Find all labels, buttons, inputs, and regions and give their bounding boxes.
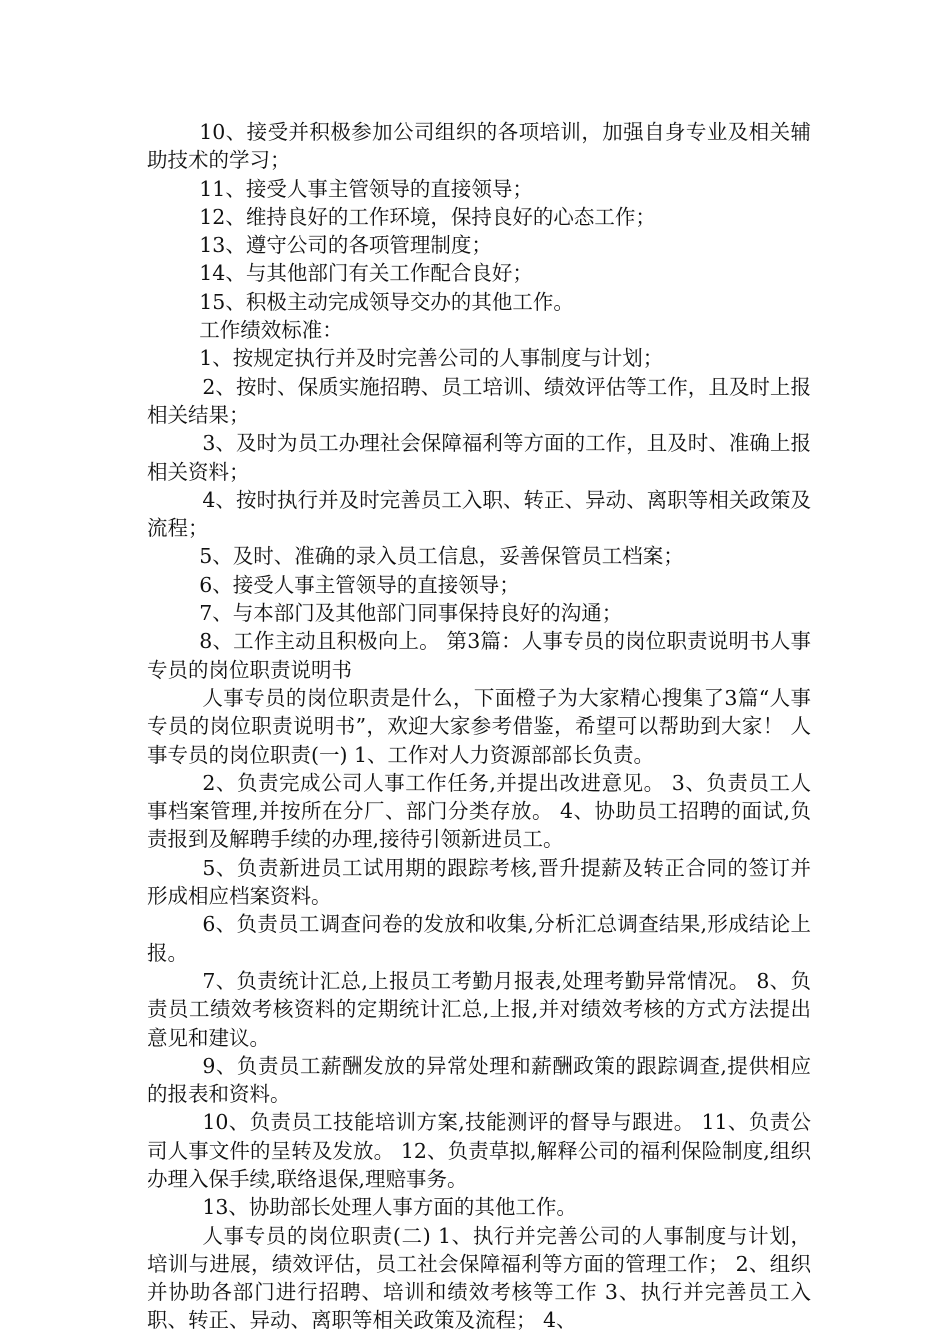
duty-item-13: 13、遵守公司的各项管理制度； bbox=[199, 233, 492, 258]
document-page bbox=[147, 118, 811, 1335]
performance-standards-heading: 工作绩效标准： bbox=[199, 318, 343, 343]
standard-item-5: 5、及时、准确的录入员工信息，妥善保管员工档案； bbox=[199, 544, 684, 569]
standard-item-8: 8、工作主动且积极向上。 第3篇：人事专员的岗位职责说明书人事专员的岗位职责说明书 bbox=[147, 629, 811, 682]
duty-item-11: 11、接受人事主管领导的直接领导； bbox=[199, 176, 533, 201]
role-one-item-13: 13、协助部长处理人事方面的其他工作。 bbox=[202, 1195, 577, 1220]
intro-paragraph: 人事专员的岗位职责是什么，下面橙子为大家精心搜集了3篇“人事专员的岗位职责说明书”，欢迎大家参考借鉴，希望可以帮助到大家！ 人事专员的岗位职责(一) 1、工作对人力资源部部长负责。 bbox=[147, 685, 811, 767]
duty-item-14: 14、与其他部门有关工作配合良好； bbox=[199, 261, 533, 286]
role-one-item-5: 5、负责新进员工试用期的跟踪考核,晋升提薪及转正合同的签订并形成相应档案资料。 bbox=[147, 855, 811, 909]
duty-item-12: 12、维持良好的工作环境，保持良好的心态工作； bbox=[199, 204, 656, 229]
role-one-items-2-4: 2、负责完成公司人事工作任务,并提出改进意见。 3、负责员工人事档案管理,并按所在分厂、部门分类存放。 4、协助员工招聘的面试,负责报到及解聘手续的办理,接待引领新进员工。 bbox=[147, 770, 811, 852]
role-one-item-6: 6、负责员工调查问卷的发放和收集,分析汇总调查结果,形成结论上报。 bbox=[147, 912, 811, 965]
standard-item-2: 2、按时、保质实施招聘、员工培训、绩效评估等工作，且及时上报相关结果； bbox=[147, 374, 811, 427]
role-two-paragraph: 人事专员的岗位职责(二) 1、执行并完善公司的人事制度与计划，培训与进展，绩效评估，员工社会保障福利等方面的管理工作； 2、组织并协助各部门进行招聘、培训和绩效考核等工作 3、执行并完善员工入职、转正、异动、离职等相关政策及流程； 4、 bbox=[147, 1223, 811, 1333]
role-one-items-10-12: 10、负责员工技能培训方案,技能测评的督导与跟进。 11、负责公司人事文件的呈转及发放。 12、负责草拟,解释公司的福利保险制度,组织办理入保手续,联络退保,理赔事务。 bbox=[147, 1110, 811, 1191]
standard-item-4: 4、按时执行并及时完善员工入职、转正、异动、离职等相关政策及流程； bbox=[147, 487, 811, 541]
duty-item-10: 10、接受并积极参加公司组织的各项培训，加强自身专业及相关辅助技术的学习； bbox=[147, 120, 811, 173]
standard-item-1: 1、按规定执行并及时完善公司的人事制度与计划； bbox=[199, 346, 664, 371]
standard-item-6: 6、接受人事主管领导的直接领导； bbox=[199, 572, 520, 597]
standard-item-7: 7、与本部门及其他部门同事保持良好的沟通； bbox=[199, 601, 623, 626]
standard-item-3: 3、及时为员工办理社会保障福利等方面的工作，且及时、准确上报相关资料； bbox=[147, 431, 811, 484]
role-one-items-7-8: 7、负责统计汇总,上报员工考勤月报表,处理考勤异常情况。 8、负责员工绩效考核资料的定期统计汇总,上报,并对绩效考核的方式方法提出意见和建议。 bbox=[147, 968, 811, 1050]
role-one-item-9: 9、负责员工薪酬发放的异常处理和薪酬政策的跟踪调查,提供相应的报表和资料。 bbox=[147, 1053, 811, 1107]
duty-item-15: 15、积极主动完成领导交办的其他工作。 bbox=[199, 289, 574, 314]
